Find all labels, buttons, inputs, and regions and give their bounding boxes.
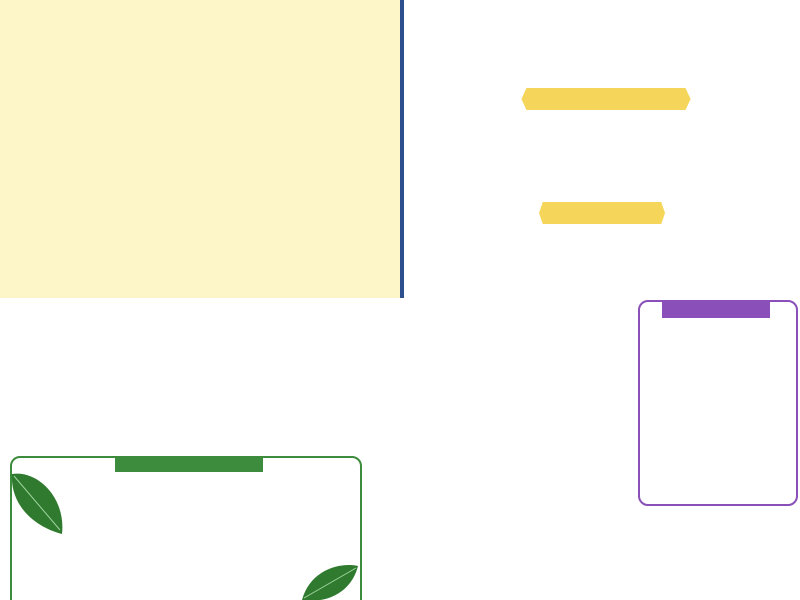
healing-helper-banner <box>521 88 690 110</box>
leaf-icon <box>8 468 68 538</box>
gut-tips-title <box>662 302 770 318</box>
gut-tips-box <box>638 300 798 506</box>
diet-protocols <box>400 298 800 600</box>
favorites-banner <box>539 202 665 224</box>
juice-menu <box>400 0 800 298</box>
gut-diets-title <box>115 456 263 472</box>
hors-doeuvres-menu <box>0 0 400 298</box>
leaf-icon <box>300 560 360 600</box>
lunch-menu <box>0 298 400 600</box>
